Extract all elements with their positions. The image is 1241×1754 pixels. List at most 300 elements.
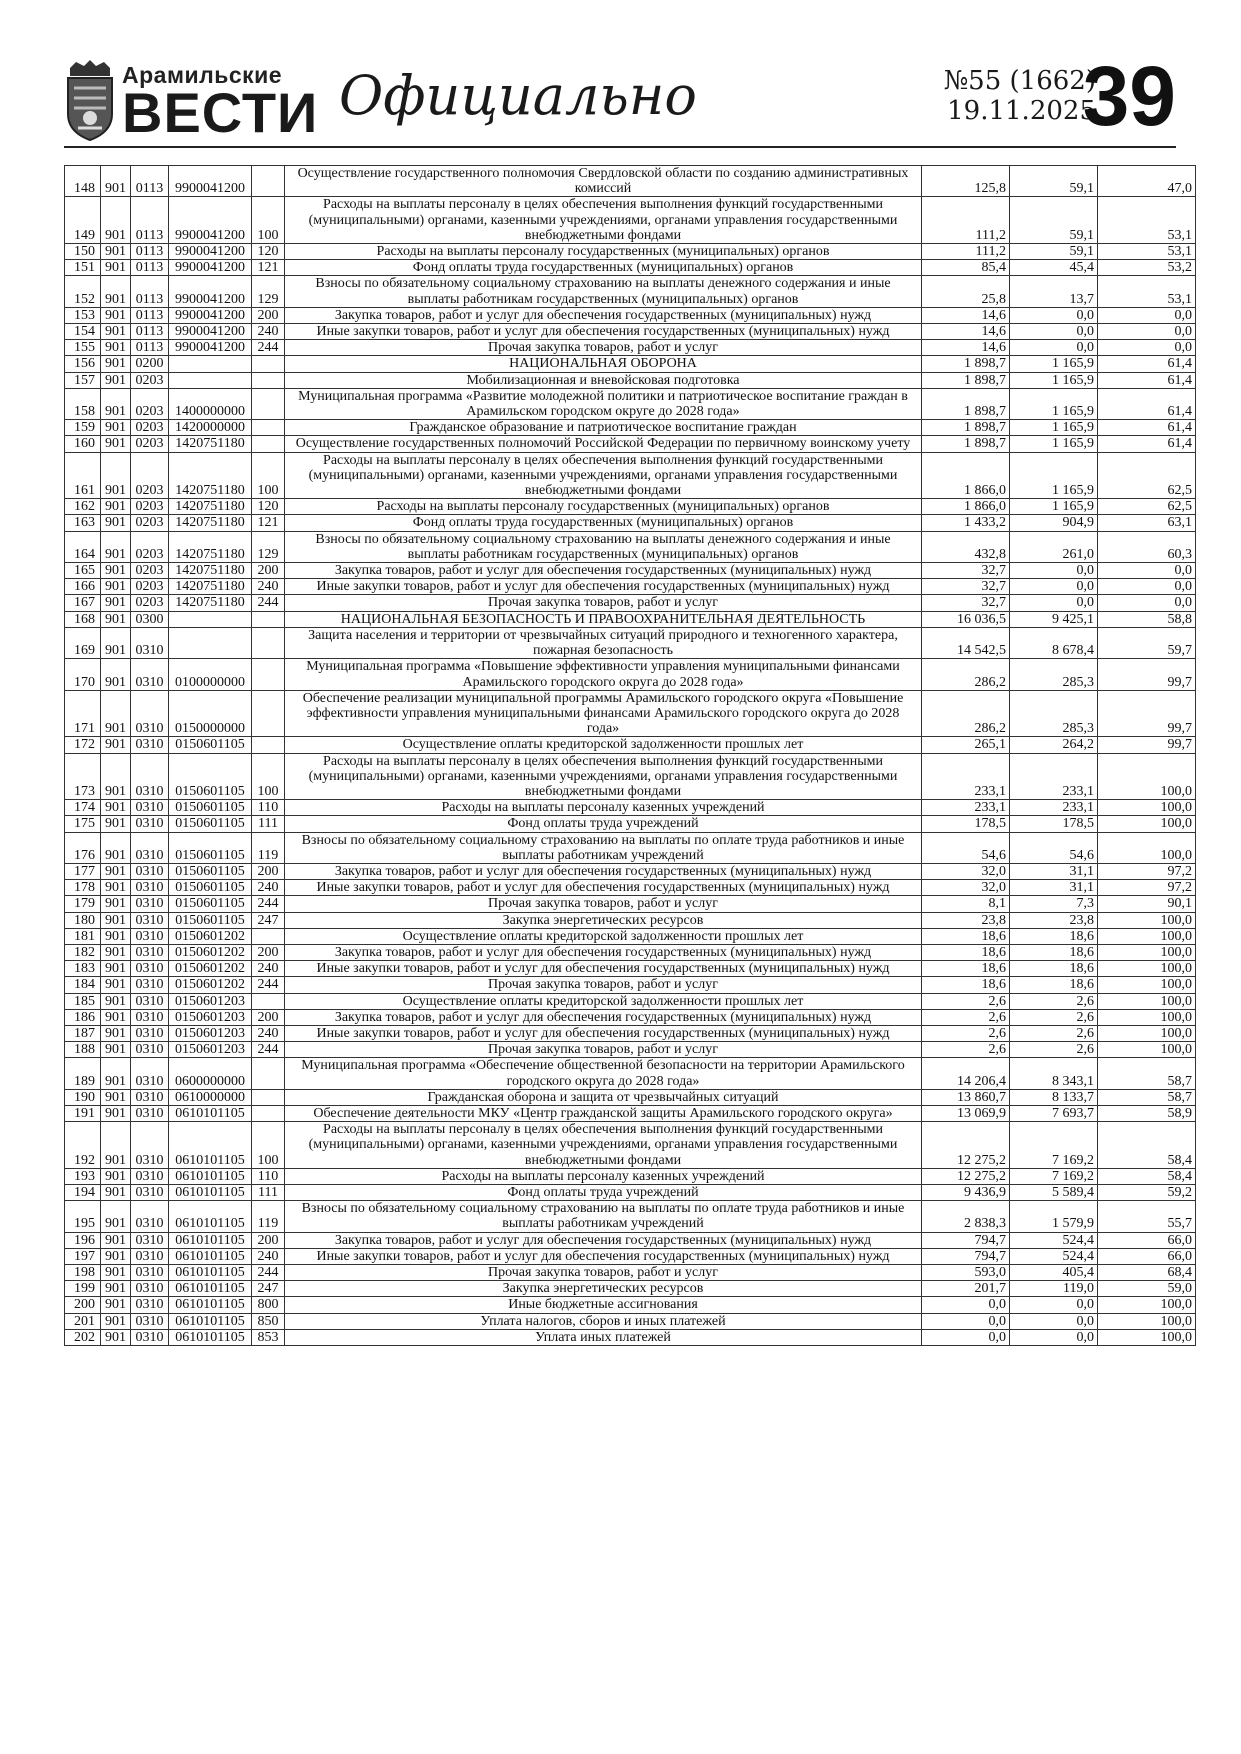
row-number-cell: 149 [65,197,101,244]
executed-amount-cell: 1 165,9 [1010,436,1098,452]
expense-type-cell: 244 [252,1042,285,1058]
description-cell: Прочая закупка товаров, работ и услуг [285,977,922,993]
percent-cell: 58,8 [1098,611,1196,627]
planned-amount-cell: 125,8 [922,166,1010,197]
target-article-cell: 0610101105 [169,1281,252,1297]
percent-cell: 100,0 [1098,928,1196,944]
percent-cell: 0,0 [1098,579,1196,595]
description-cell: Расходы на выплаты персоналу государственных (муниципальных) органов [285,499,922,515]
executed-amount-cell: 8 343,1 [1010,1058,1098,1089]
section-code-cell: 0310 [131,896,169,912]
percent-cell: 0,0 [1098,595,1196,611]
table-row [65,244,1196,260]
percent-cell: 53,2 [1098,260,1196,276]
executed-amount-cell: 233,1 [1010,800,1098,816]
issue-number: №55 (1662) [943,66,1096,96]
planned-amount-cell: 13 069,9 [922,1105,1010,1121]
percent-cell: 90,1 [1098,896,1196,912]
department-code-cell: 901 [101,563,131,579]
target-article-cell: 9900041200 [169,340,252,356]
table-row [65,452,1196,499]
target-article-cell: 1420751180 [169,595,252,611]
percent-cell: 100,0 [1098,993,1196,1009]
percent-cell: 55,7 [1098,1201,1196,1232]
executed-amount-cell: 8 133,7 [1010,1089,1098,1105]
section-code-cell: 0310 [131,659,169,690]
section-code-cell: 0310 [131,832,169,863]
expense-type-cell: 240 [252,1248,285,1264]
department-code-cell: 901 [101,816,131,832]
target-article-cell: 0150601105 [169,816,252,832]
row-number-cell: 175 [65,816,101,832]
row-number-cell: 189 [65,1058,101,1089]
percent-cell: 63,1 [1098,515,1196,531]
table-row [65,912,1196,928]
section-code-cell: 0310 [131,1201,169,1232]
description-cell: Прочая закупка товаров, работ и услуг [285,340,922,356]
description-cell: Расходы на выплаты персоналу казенных учреждений [285,800,922,816]
row-number-cell: 181 [65,928,101,944]
description-cell: Иные закупки товаров, работ и услуг для обеспечения государственных (муниципальных) нужд [285,324,922,340]
executed-amount-cell: 23,8 [1010,912,1098,928]
row-number-cell: 158 [65,388,101,419]
expense-type-cell [252,420,285,436]
percent-cell: 100,0 [1098,816,1196,832]
planned-amount-cell: 9 436,9 [922,1185,1010,1201]
percent-cell: 99,7 [1098,737,1196,753]
percent-cell: 53,1 [1098,244,1196,260]
expense-type-cell: 111 [252,1185,285,1201]
row-number-cell: 195 [65,1201,101,1232]
section-code-cell: 0203 [131,595,169,611]
executed-amount-cell: 18,6 [1010,928,1098,944]
department-code-cell: 901 [101,166,131,197]
row-number-cell: 169 [65,627,101,658]
department-code-cell: 901 [101,436,131,452]
target-article-cell: 0610101105 [169,1313,252,1329]
table-row [65,1168,1196,1184]
table-row [65,753,1196,800]
target-article-cell: 0610101105 [169,1265,252,1281]
row-number-cell: 176 [65,832,101,863]
target-article-cell [169,356,252,372]
department-code-cell: 901 [101,944,131,960]
target-article-cell [169,627,252,658]
row-number-cell: 154 [65,324,101,340]
description-cell: Фонд оплаты труда государственных (муниципальных) органов [285,260,922,276]
row-number-cell: 153 [65,307,101,323]
row-number-cell: 168 [65,611,101,627]
target-article-cell: 0150601202 [169,944,252,960]
expense-type-cell: 240 [252,961,285,977]
row-number-cell: 187 [65,1025,101,1041]
executed-amount-cell: 59,1 [1010,197,1098,244]
expense-type-cell: 110 [252,800,285,816]
executed-amount-cell: 2,6 [1010,1042,1098,1058]
executed-amount-cell: 524,4 [1010,1232,1098,1248]
issue-date: 19.11.2025 [947,96,1096,126]
table-row [65,324,1196,340]
executed-amount-cell: 18,6 [1010,961,1098,977]
executed-amount-cell: 7 169,2 [1010,1122,1098,1169]
table-row [65,627,1196,658]
executed-amount-cell: 7 169,2 [1010,1168,1098,1184]
percent-cell: 99,7 [1098,659,1196,690]
target-article-cell: 1420751180 [169,531,252,562]
section-code-cell: 0113 [131,244,169,260]
planned-amount-cell: 14 542,5 [922,627,1010,658]
department-code-cell: 901 [101,499,131,515]
percent-cell: 59,2 [1098,1185,1196,1201]
row-number-cell: 179 [65,896,101,912]
table-row [65,1265,1196,1281]
expense-type-cell: 244 [252,340,285,356]
section-code-cell: 0310 [131,737,169,753]
executed-amount-cell: 1 165,9 [1010,452,1098,499]
department-code-cell: 901 [101,372,131,388]
percent-cell: 0,0 [1098,340,1196,356]
planned-amount-cell: 32,7 [922,563,1010,579]
target-article-cell: 1420751180 [169,563,252,579]
department-code-cell: 901 [101,659,131,690]
description-cell: Прочая закупка товаров, работ и услуг [285,595,922,611]
row-number-cell: 194 [65,1185,101,1201]
row-number-cell: 198 [65,1265,101,1281]
executed-amount-cell: 0,0 [1010,595,1098,611]
target-article-cell: 0610101105 [169,1105,252,1121]
table-row [65,961,1196,977]
expense-type-cell [252,993,285,1009]
executed-amount-cell: 285,3 [1010,690,1098,737]
planned-amount-cell: 1 866,0 [922,499,1010,515]
row-number-cell: 177 [65,863,101,879]
target-article-cell: 0150601105 [169,800,252,816]
section-code-cell: 0310 [131,1297,169,1313]
table-row [65,1297,1196,1313]
section-code-cell: 0113 [131,260,169,276]
section-code-cell: 0310 [131,993,169,1009]
planned-amount-cell: 1 898,7 [922,420,1010,436]
expense-type-cell: 800 [252,1297,285,1313]
table-row [65,356,1196,372]
department-code-cell: 901 [101,1042,131,1058]
expense-type-cell [252,1089,285,1105]
percent-cell: 61,4 [1098,436,1196,452]
table-row [65,1058,1196,1089]
target-article-cell: 0610101105 [169,1168,252,1184]
description-cell: Уплата налогов, сборов и иных платежей [285,1313,922,1329]
expense-type-cell: 121 [252,515,285,531]
department-code-cell: 901 [101,1168,131,1184]
department-code-cell: 901 [101,1281,131,1297]
percent-cell: 100,0 [1098,832,1196,863]
planned-amount-cell: 1 898,7 [922,436,1010,452]
planned-amount-cell: 0,0 [922,1329,1010,1345]
planned-amount-cell: 0,0 [922,1313,1010,1329]
table-row [65,1313,1196,1329]
expense-type-cell: 244 [252,896,285,912]
target-article-cell: 0600000000 [169,1058,252,1089]
target-article-cell: 9900041200 [169,244,252,260]
planned-amount-cell: 23,8 [922,912,1010,928]
planned-amount-cell: 111,2 [922,197,1010,244]
expense-type-cell: 129 [252,531,285,562]
planned-amount-cell: 14,6 [922,340,1010,356]
target-article-cell: 0610101105 [169,1329,252,1345]
percent-cell: 53,1 [1098,276,1196,307]
planned-amount-cell: 14,6 [922,324,1010,340]
table-row [65,880,1196,896]
target-article-cell: 0610101105 [169,1122,252,1169]
row-number-cell: 186 [65,1009,101,1025]
description-cell: Гражданское образование и патриотическое воспитание граждан [285,420,922,436]
table-row [65,260,1196,276]
percent-cell: 58,7 [1098,1058,1196,1089]
section-code-cell: 0310 [131,863,169,879]
planned-amount-cell: 1 898,7 [922,388,1010,419]
row-number-cell: 156 [65,356,101,372]
planned-amount-cell: 286,2 [922,690,1010,737]
section-code-cell: 0310 [131,1025,169,1041]
planned-amount-cell: 85,4 [922,260,1010,276]
planned-amount-cell: 2 838,3 [922,1201,1010,1232]
description-cell: Осуществление оплаты кредиторской задолженности прошлых лет [285,737,922,753]
description-cell: Расходы на выплаты персоналу в целях обеспечения выполнения функций государственными (муниципальными) органами, казенными учреждениями, органами управления государственными внебюджетными фондами [285,753,922,800]
section-code-cell: 0310 [131,944,169,960]
section-code-cell: 0310 [131,1009,169,1025]
percent-cell: 53,1 [1098,197,1196,244]
expense-type-cell: 850 [252,1313,285,1329]
executed-amount-cell: 1 579,9 [1010,1201,1098,1232]
department-code-cell: 901 [101,197,131,244]
row-number-cell: 183 [65,961,101,977]
target-article-cell: 0150601203 [169,1009,252,1025]
expense-type-cell: 119 [252,1201,285,1232]
planned-amount-cell: 32,0 [922,863,1010,879]
table-row [65,276,1196,307]
percent-cell: 66,0 [1098,1248,1196,1264]
budget-table [64,165,1196,1346]
expense-type-cell: 129 [252,276,285,307]
planned-amount-cell: 0,0 [922,1297,1010,1313]
department-code-cell: 901 [101,627,131,658]
expense-type-cell: 100 [252,452,285,499]
target-article-cell: 1420000000 [169,420,252,436]
row-number-cell: 180 [65,912,101,928]
brand-top-text: Арамильские [122,62,283,88]
table-row [65,1009,1196,1025]
planned-amount-cell: 111,2 [922,244,1010,260]
executed-amount-cell: 45,4 [1010,260,1098,276]
percent-cell: 68,4 [1098,1265,1196,1281]
target-article-cell: 9900041200 [169,260,252,276]
percent-cell: 100,0 [1098,977,1196,993]
row-number-cell: 155 [65,340,101,356]
table-row [65,896,1196,912]
department-code-cell: 901 [101,977,131,993]
expense-type-cell: 200 [252,1232,285,1248]
planned-amount-cell: 54,6 [922,832,1010,863]
row-number-cell: 151 [65,260,101,276]
executed-amount-cell: 9 425,1 [1010,611,1098,627]
department-code-cell: 901 [101,863,131,879]
row-number-cell: 152 [65,276,101,307]
target-article-cell: 9900041200 [169,324,252,340]
expense-type-cell: 200 [252,863,285,879]
target-article-cell: 0150601105 [169,896,252,912]
percent-cell: 100,0 [1098,1009,1196,1025]
section-code-cell: 0203 [131,563,169,579]
section-code-cell: 0310 [131,690,169,737]
department-code-cell: 901 [101,753,131,800]
row-number-cell: 160 [65,436,101,452]
section-code-cell: 0113 [131,197,169,244]
executed-amount-cell: 2,6 [1010,993,1098,1009]
row-number-cell: 184 [65,977,101,993]
expense-type-cell: 247 [252,912,285,928]
planned-amount-cell: 2,6 [922,1042,1010,1058]
expense-type-cell [252,611,285,627]
expense-type-cell [252,737,285,753]
description-cell: Защита населения и территории от чрезвычайных ситуаций природного и техногенного характера, пожарная безопасность [285,627,922,658]
row-number-cell: 163 [65,515,101,531]
executed-amount-cell: 31,1 [1010,880,1098,896]
expense-type-cell: 100 [252,197,285,244]
row-number-cell: 159 [65,420,101,436]
department-code-cell: 901 [101,452,131,499]
percent-cell: 62,5 [1098,452,1196,499]
percent-cell: 0,0 [1098,324,1196,340]
target-article-cell: 0150601105 [169,880,252,896]
percent-cell: 100,0 [1098,912,1196,928]
department-code-cell: 901 [101,340,131,356]
expense-type-cell: 244 [252,595,285,611]
percent-cell: 59,7 [1098,627,1196,658]
table-row [65,737,1196,753]
table-row [65,1089,1196,1105]
description-cell: Гражданская оборона и защита от чрезвычайных ситуаций [285,1089,922,1105]
executed-amount-cell: 2,6 [1010,1009,1098,1025]
planned-amount-cell: 233,1 [922,800,1010,816]
section-code-cell: 0310 [131,1232,169,1248]
row-number-cell: 164 [65,531,101,562]
executed-amount-cell: 178,5 [1010,816,1098,832]
percent-cell: 58,9 [1098,1105,1196,1121]
section-code-cell: 0310 [131,961,169,977]
target-article-cell: 0610101105 [169,1248,252,1264]
planned-amount-cell: 2,6 [922,1025,1010,1041]
planned-amount-cell: 18,6 [922,961,1010,977]
target-article-cell: 0150601203 [169,1025,252,1041]
target-article-cell: 0150601105 [169,737,252,753]
department-code-cell: 901 [101,896,131,912]
percent-cell: 100,0 [1098,1025,1196,1041]
executed-amount-cell: 18,6 [1010,977,1098,993]
percent-cell: 100,0 [1098,961,1196,977]
executed-amount-cell: 261,0 [1010,531,1098,562]
table-row [65,1248,1196,1264]
department-code-cell: 901 [101,531,131,562]
table-row [65,436,1196,452]
table-row [65,816,1196,832]
city-crest-icon [64,58,116,142]
executed-amount-cell: 233,1 [1010,753,1098,800]
target-article-cell: 1420751180 [169,515,252,531]
description-cell: Иные закупки товаров, работ и услуг для обеспечения государственных (муниципальных) нужд [285,1248,922,1264]
target-article-cell: 0150601202 [169,977,252,993]
table-row [65,340,1196,356]
description-cell: Расходы на выплаты персоналу в целях обеспечения выполнения функций государственными (муниципальными) органами, казенными учреждениями, органами управления государственными внебюджетными фондами [285,1122,922,1169]
expense-type-cell: 240 [252,324,285,340]
row-number-cell: 173 [65,753,101,800]
section-code-cell: 0310 [131,753,169,800]
row-number-cell: 200 [65,1297,101,1313]
executed-amount-cell: 2,6 [1010,1025,1098,1041]
planned-amount-cell: 18,6 [922,928,1010,944]
section-code-cell: 0310 [131,912,169,928]
executed-amount-cell: 1 165,9 [1010,356,1098,372]
description-cell: Иные закупки товаров, работ и услуг для обеспечения государственных (муниципальных) нужд [285,579,922,595]
executed-amount-cell: 1 165,9 [1010,388,1098,419]
target-article-cell: 1420751180 [169,499,252,515]
expense-type-cell [252,627,285,658]
table-row [65,659,1196,690]
description-cell: Муниципальная программа «Повышение эффективности управления муниципальными финансами Арамильского городского округа до 2028 года» [285,659,922,690]
department-code-cell: 901 [101,1122,131,1169]
description-cell: Муниципальная программа «Обеспечение общественной безопасности на территории Арамильского городского округа до 2028 года» [285,1058,922,1089]
table-row [65,166,1196,197]
department-code-cell: 901 [101,1201,131,1232]
description-cell: Иные закупки товаров, работ и услуг для обеспечения государственных (муниципальных) нужд [285,1025,922,1041]
description-cell: Закупка энергетических ресурсов [285,1281,922,1297]
percent-cell: 97,2 [1098,880,1196,896]
department-code-cell: 901 [101,324,131,340]
percent-cell: 59,0 [1098,1281,1196,1297]
table-row [65,944,1196,960]
row-number-cell: 171 [65,690,101,737]
planned-amount-cell: 432,8 [922,531,1010,562]
row-number-cell: 190 [65,1089,101,1105]
section-code-cell: 0203 [131,420,169,436]
executed-amount-cell: 7 693,7 [1010,1105,1098,1121]
expense-type-cell: 244 [252,1265,285,1281]
section-code-cell: 0310 [131,1313,169,1329]
target-article-cell: 0610101105 [169,1201,252,1232]
target-article-cell: 0150601202 [169,961,252,977]
section-code-cell: 0310 [131,1168,169,1184]
table-row [65,977,1196,993]
expense-type-cell: 100 [252,753,285,800]
planned-amount-cell: 286,2 [922,659,1010,690]
planned-amount-cell: 794,7 [922,1248,1010,1264]
executed-amount-cell: 119,0 [1010,1281,1098,1297]
percent-cell: 61,4 [1098,372,1196,388]
table-row [65,579,1196,595]
department-code-cell: 901 [101,961,131,977]
percent-cell: 100,0 [1098,753,1196,800]
description-cell: Осуществление оплаты кредиторской задолженности прошлых лет [285,928,922,944]
planned-amount-cell: 1 433,2 [922,515,1010,531]
executed-amount-cell: 1 165,9 [1010,499,1098,515]
percent-cell: 60,3 [1098,531,1196,562]
table-row [65,1201,1196,1232]
section-code-cell: 0310 [131,1185,169,1201]
target-article-cell: 1400000000 [169,388,252,419]
planned-amount-cell: 8,1 [922,896,1010,912]
department-code-cell: 901 [101,800,131,816]
target-article-cell: 9900041200 [169,197,252,244]
row-number-cell: 167 [65,595,101,611]
